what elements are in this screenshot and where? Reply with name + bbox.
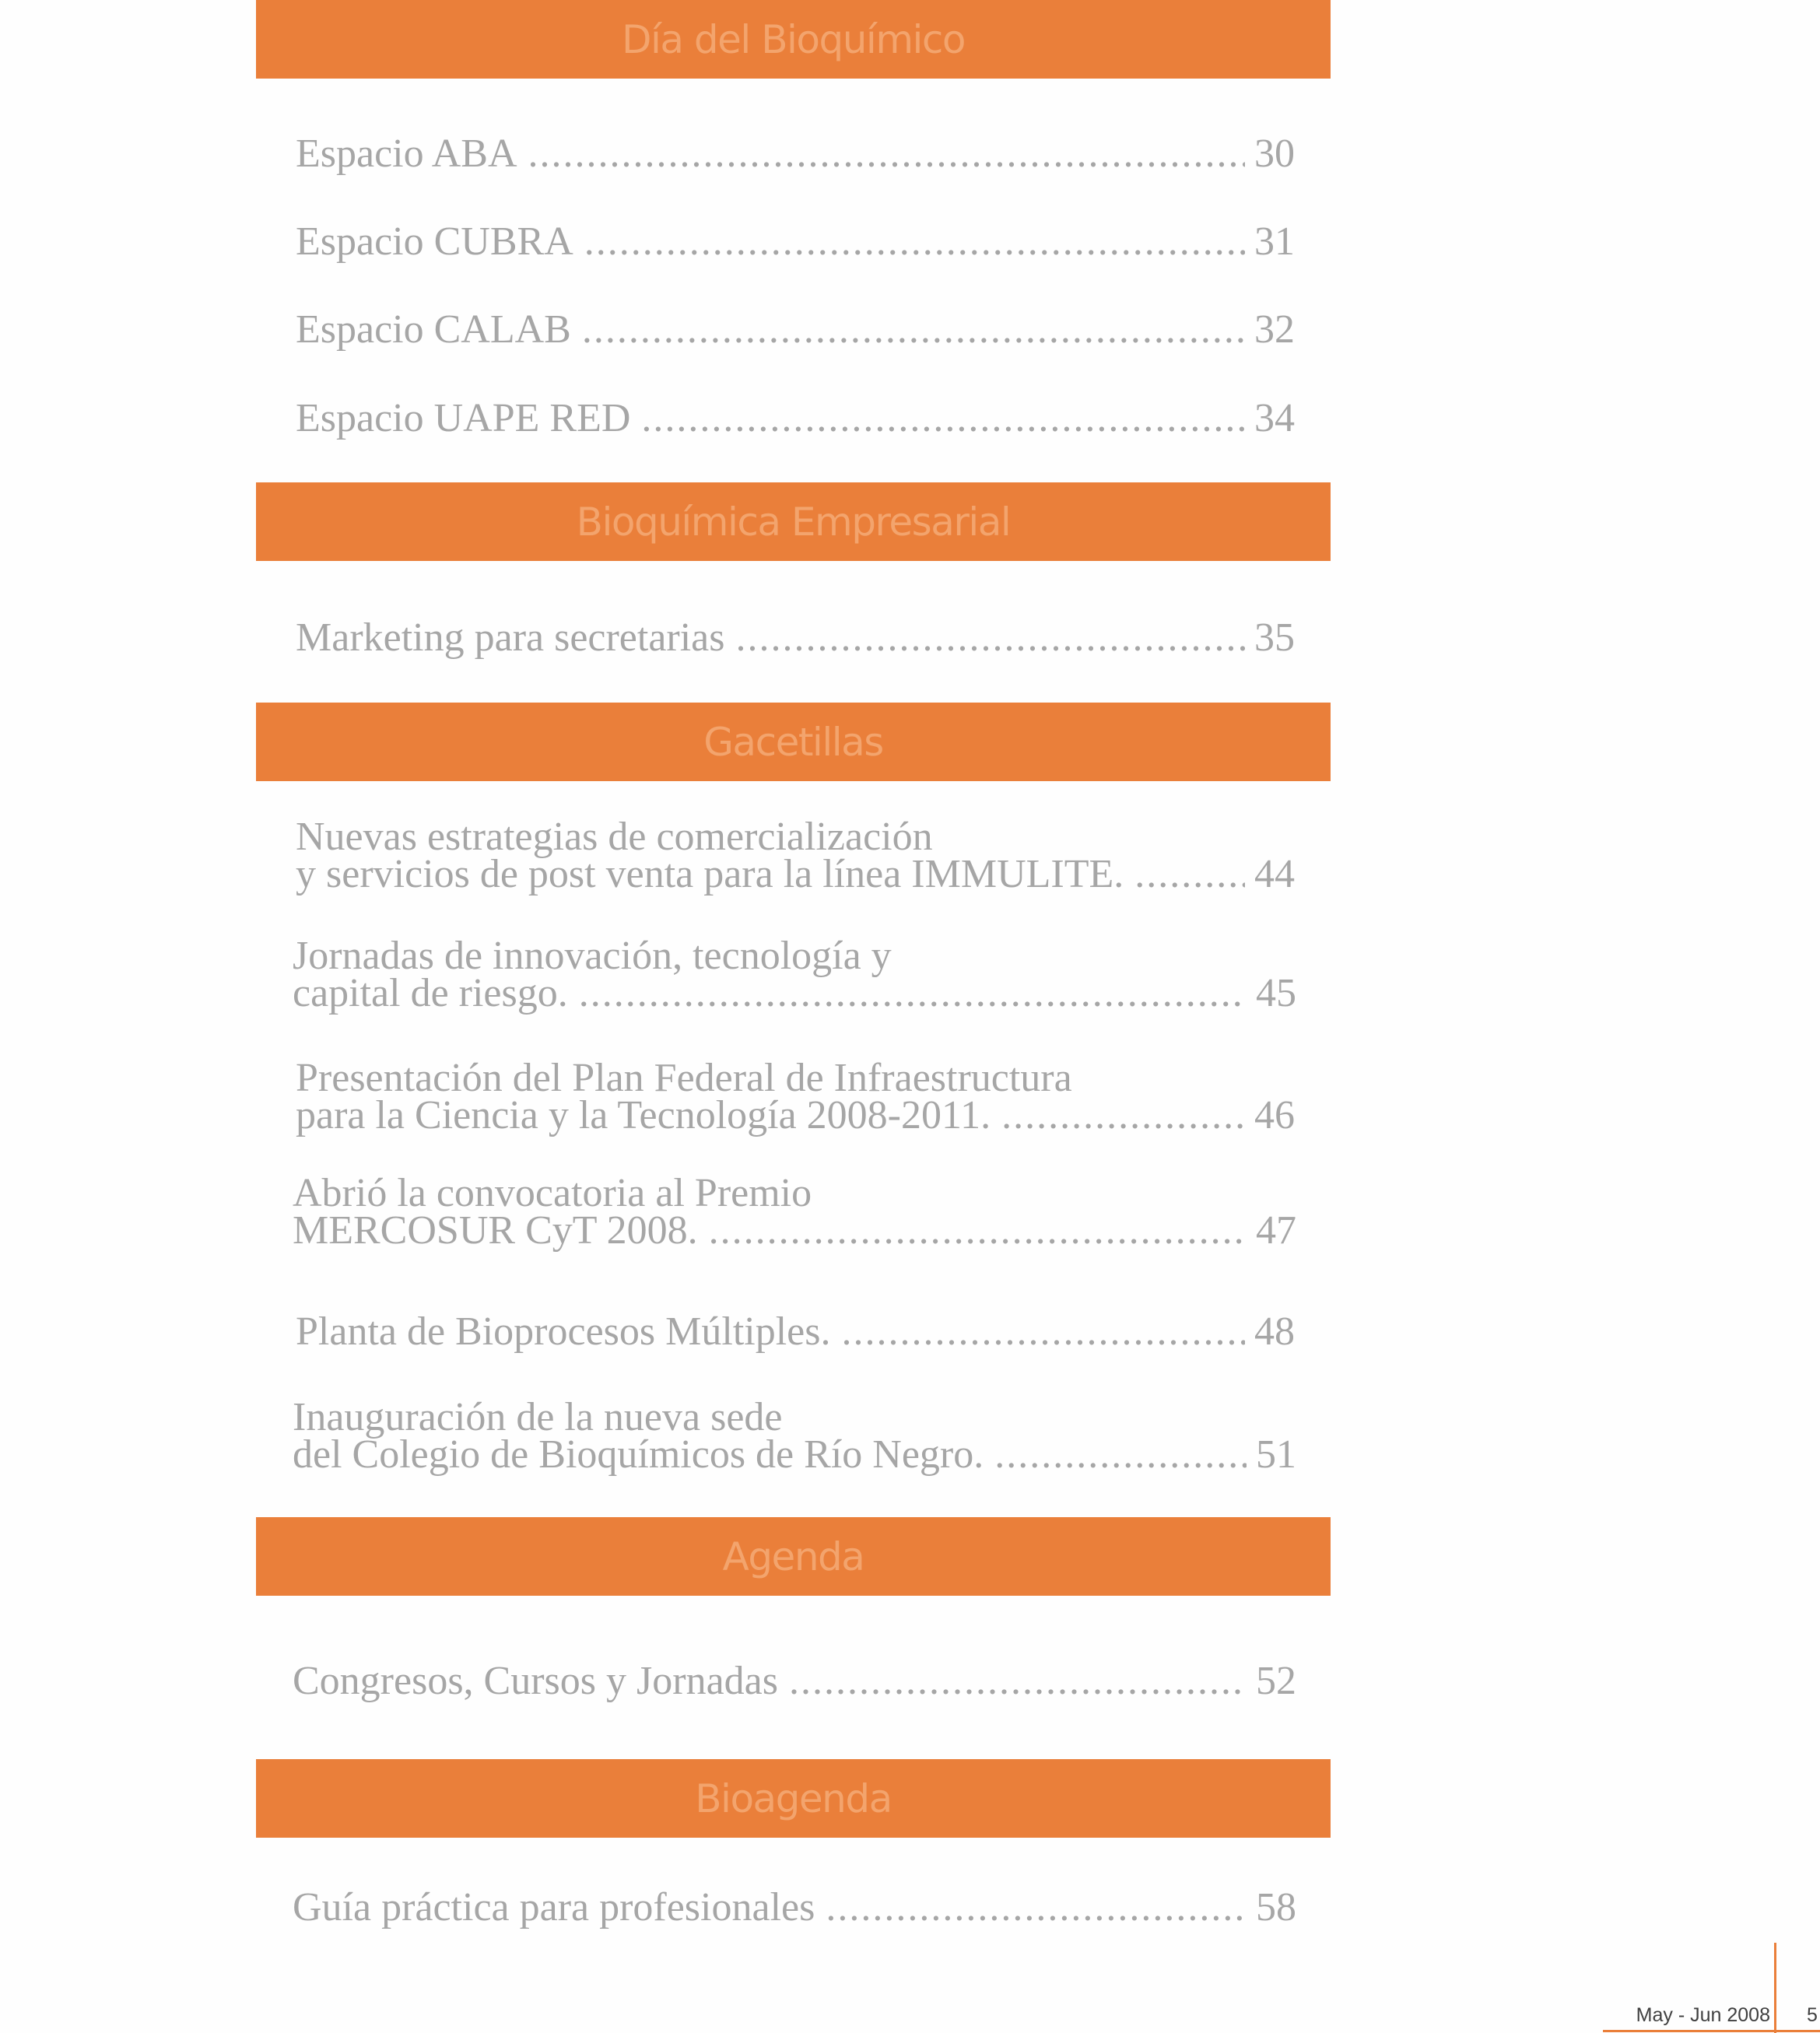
toc-page-number: 58 [1256,1885,1296,1930]
toc-entry-title-line: Abrió la convocatoria al Premio [293,1171,812,1215]
toc-entry-title: Espacio ABA [296,131,517,176]
dot-leader [528,135,1245,173]
toc-entry-title: Espacio CUBRA [296,219,573,264]
toc-entry-title-line: Inauguración de la nueva sede [293,1395,783,1439]
toc-entry-title-line: Jornadas de innovación, tecnología y [293,934,892,978]
toc-entry-title: Espacio CALAB [296,307,571,352]
toc-entry-marketing-para-secretarias[interactable] [296,615,1295,660]
footer-page-number: 5 [1807,2004,1818,2026]
dot-leader [1134,856,1245,893]
dot-leader [994,1436,1247,1474]
toc-page-number: 32 [1254,307,1295,352]
toc-entry-title-line: MERCOSUR CyT 2008. [293,1208,698,1253]
dot-leader [709,1212,1247,1250]
toc-entry-inauguracion-nueva-sede[interactable] [293,1395,1296,1477]
toc-entry-planta-de-bioprocesos[interactable] [296,1309,1295,1354]
footer-issue: May - Jun 2008 [1636,2004,1770,2026]
toc-page-number: 52 [1256,1659,1296,1703]
dot-leader [579,975,1247,1012]
toc-entry-guia-practica[interactable] [293,1885,1296,1930]
toc-entry-jornadas-de-innovacion[interactable] [293,934,1296,1015]
section-title: Gacetillas [703,719,883,765]
toc-entry-title: Congresos, Cursos y Jornadas [293,1659,778,1703]
section-header-gacetillas [256,703,1331,781]
toc-page-number: 45 [1256,971,1296,1015]
section-title: Agenda [722,1534,864,1579]
dot-leader [841,1313,1245,1351]
toc-entry-title-line: Presentación del Plan Federal de Infraestructura [296,1056,1072,1100]
dot-leader [826,1889,1247,1926]
toc-entry-title-line: para la Ciencia y la Tecnología 2008-2011. [296,1093,991,1137]
toc-entry-plan-federal[interactable] [296,1056,1295,1137]
toc-page-number: 34 [1254,396,1295,440]
dot-leader [735,619,1245,657]
toc-entry-congresos-cursos-jornadas[interactable] [293,1659,1296,1703]
footer-divider-horizontal [1603,2030,1820,2032]
toc-page-number: 30 [1254,131,1295,176]
toc-entry-espacio-aba[interactable] [296,131,1295,176]
toc-page-number: 31 [1254,219,1295,264]
toc-page-number: 51 [1256,1432,1296,1477]
toc-entry-title: Planta de Bioprocesos Múltiples. [296,1309,831,1354]
toc-page-number: 46 [1254,1093,1295,1137]
dot-leader [584,223,1245,261]
toc-entry-title-line: del Colegio de Bioquímicos de Río Negro. [293,1432,984,1477]
dot-leader [1001,1097,1245,1134]
toc-entry-title: Marketing para secretarias [296,615,725,660]
section-header-dia-del-bioquimico [256,0,1331,79]
dot-leader [789,1663,1247,1700]
footer-divider-vertical [1774,1943,1776,2033]
section-header-bioagenda [256,1759,1331,1838]
toc-entry-espacio-calab[interactable] [296,307,1295,352]
section-header-bioquimica-empresarial [256,482,1331,561]
toc-entry-nuevas-estrategias[interactable] [296,815,1295,896]
toc-entry-title: Guía práctica para profesionales [293,1885,815,1930]
section-header-agenda [256,1517,1331,1596]
toc-entry-premio-mercosur[interactable] [293,1171,1296,1253]
dot-leader [641,400,1245,437]
toc-entry-title-line: capital de riesgo. [293,971,568,1015]
toc-page-number: 48 [1254,1309,1295,1354]
toc-entry-title: Espacio UAPE RED [296,396,631,440]
toc-page-number: 47 [1256,1208,1296,1253]
section-title: Día del Bioquímico [622,16,965,62]
toc-entry-title-line: y servicios de post venta para la línea IMMULITE. [296,852,1124,896]
toc-entry-espacio-cubra[interactable] [296,219,1295,264]
toc-page-number: 44 [1254,852,1295,896]
section-title: Bioagenda [695,1775,892,1821]
toc-page-number: 35 [1254,615,1295,660]
dot-leader [582,311,1245,349]
toc-entry-title-line: Nuevas estrategias de comercialización [296,815,933,859]
toc-entry-espacio-uape-red[interactable] [296,396,1295,440]
section-title: Bioquímica Empresarial [576,499,1011,545]
